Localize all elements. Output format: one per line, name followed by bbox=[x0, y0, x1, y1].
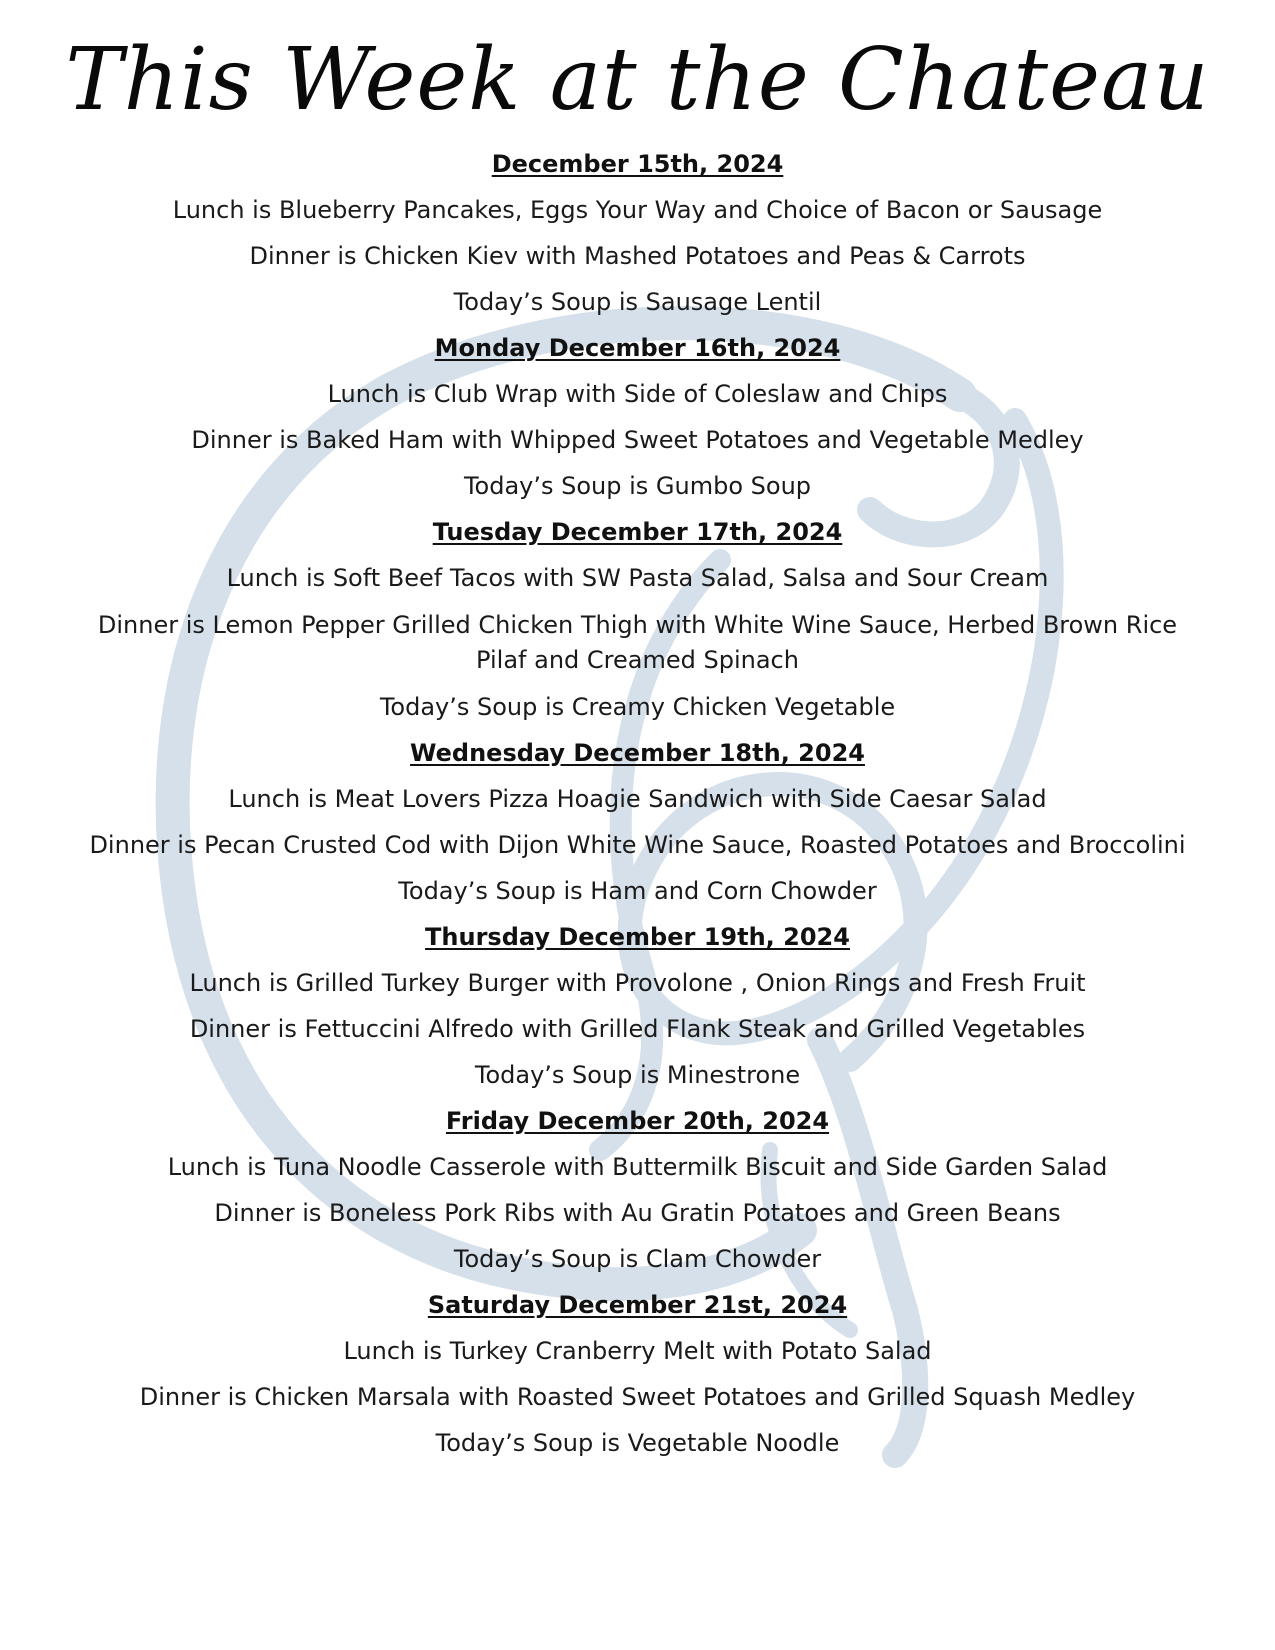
day-heading: Saturday December 21st, 2024 bbox=[427, 1291, 848, 1319]
soup-item: Today’s Soup is Creamy Chicken Vegetable bbox=[379, 693, 896, 721]
dinner-item: Dinner is Chicken Kiev with Mashed Potatoes and Peas & Carrots bbox=[249, 242, 1026, 270]
soup-item: Today’s Soup is Vegetable Noodle bbox=[435, 1429, 840, 1457]
day-section bbox=[0, 1105, 1275, 1276]
day-section bbox=[0, 921, 1275, 1092]
lunch-item: Lunch is Tuna Noodle Casserole with Buttermilk Biscuit and Side Garden Salad bbox=[167, 1153, 1108, 1181]
soup-item: Today’s Soup is Ham and Corn Chowder bbox=[398, 877, 877, 905]
lunch-item: Lunch is Soft Beef Tacos with SW Pasta Salad, Salsa and Sour Cream bbox=[226, 564, 1049, 592]
day-heading: Tuesday December 17th, 2024 bbox=[432, 518, 843, 546]
day-section bbox=[0, 737, 1275, 908]
lunch-item: Lunch is Club Wrap with Side of Coleslaw and Chips bbox=[327, 380, 948, 408]
lunch-item: Lunch is Meat Lovers Pizza Hoagie Sandwich with Side Caesar Salad bbox=[228, 785, 1047, 813]
lunch-item: Lunch is Grilled Turkey Burger with Provolone , Onion Rings and Fresh Fruit bbox=[189, 969, 1086, 997]
dinner-item: Dinner is Pecan Crusted Cod with Dijon White Wine Sauce, Roasted Potatoes and Broccolini bbox=[89, 831, 1186, 859]
dinner-item: Dinner is Boneless Pork Ribs with Au Gratin Potatoes and Green Beans bbox=[214, 1199, 1061, 1227]
soup-item: Today’s Soup is Sausage Lentil bbox=[453, 288, 822, 316]
dinner-item: Dinner is Baked Ham with Whipped Sweet Potatoes and Vegetable Medley bbox=[191, 426, 1084, 454]
dinner-item: Dinner is Fettuccini Alfredo with Grilled Flank Steak and Grilled Vegetables bbox=[189, 1015, 1086, 1043]
day-section bbox=[0, 516, 1275, 724]
lunch-item: Lunch is Turkey Cranberry Melt with Potato Salad bbox=[343, 1337, 932, 1365]
day-section bbox=[0, 332, 1275, 503]
page-title: This Week at the Chateau bbox=[65, 30, 1210, 130]
day-heading: Wednesday December 18th, 2024 bbox=[410, 739, 865, 767]
lunch-item: Lunch is Blueberry Pancakes, Eggs Your Way and Choice of Bacon or Sausage bbox=[172, 196, 1103, 224]
day-heading: Monday December 16th, 2024 bbox=[434, 334, 841, 362]
soup-item: Today’s Soup is Minestrone bbox=[474, 1061, 801, 1089]
soup-item: Today’s Soup is Clam Chowder bbox=[453, 1245, 822, 1273]
dinner-item: Dinner is Lemon Pepper Grilled Chicken Thigh with White Wine Sauce, Herbed Brown Rice Pilaf and Creamed Spinach bbox=[97, 611, 1178, 674]
dinner-item: Dinner is Chicken Marsala with Roasted Sweet Potatoes and Grilled Squash Medley bbox=[139, 1383, 1136, 1411]
soup-item: Today’s Soup is Gumbo Soup bbox=[463, 472, 812, 500]
day-heading: Thursday December 19th, 2024 bbox=[425, 923, 850, 951]
day-heading: December 15th, 2024 bbox=[491, 150, 784, 178]
day-heading: Friday December 20th, 2024 bbox=[445, 1107, 830, 1135]
weekly-menu bbox=[0, 148, 1275, 1473]
day-section bbox=[0, 148, 1275, 319]
day-section bbox=[0, 1289, 1275, 1460]
